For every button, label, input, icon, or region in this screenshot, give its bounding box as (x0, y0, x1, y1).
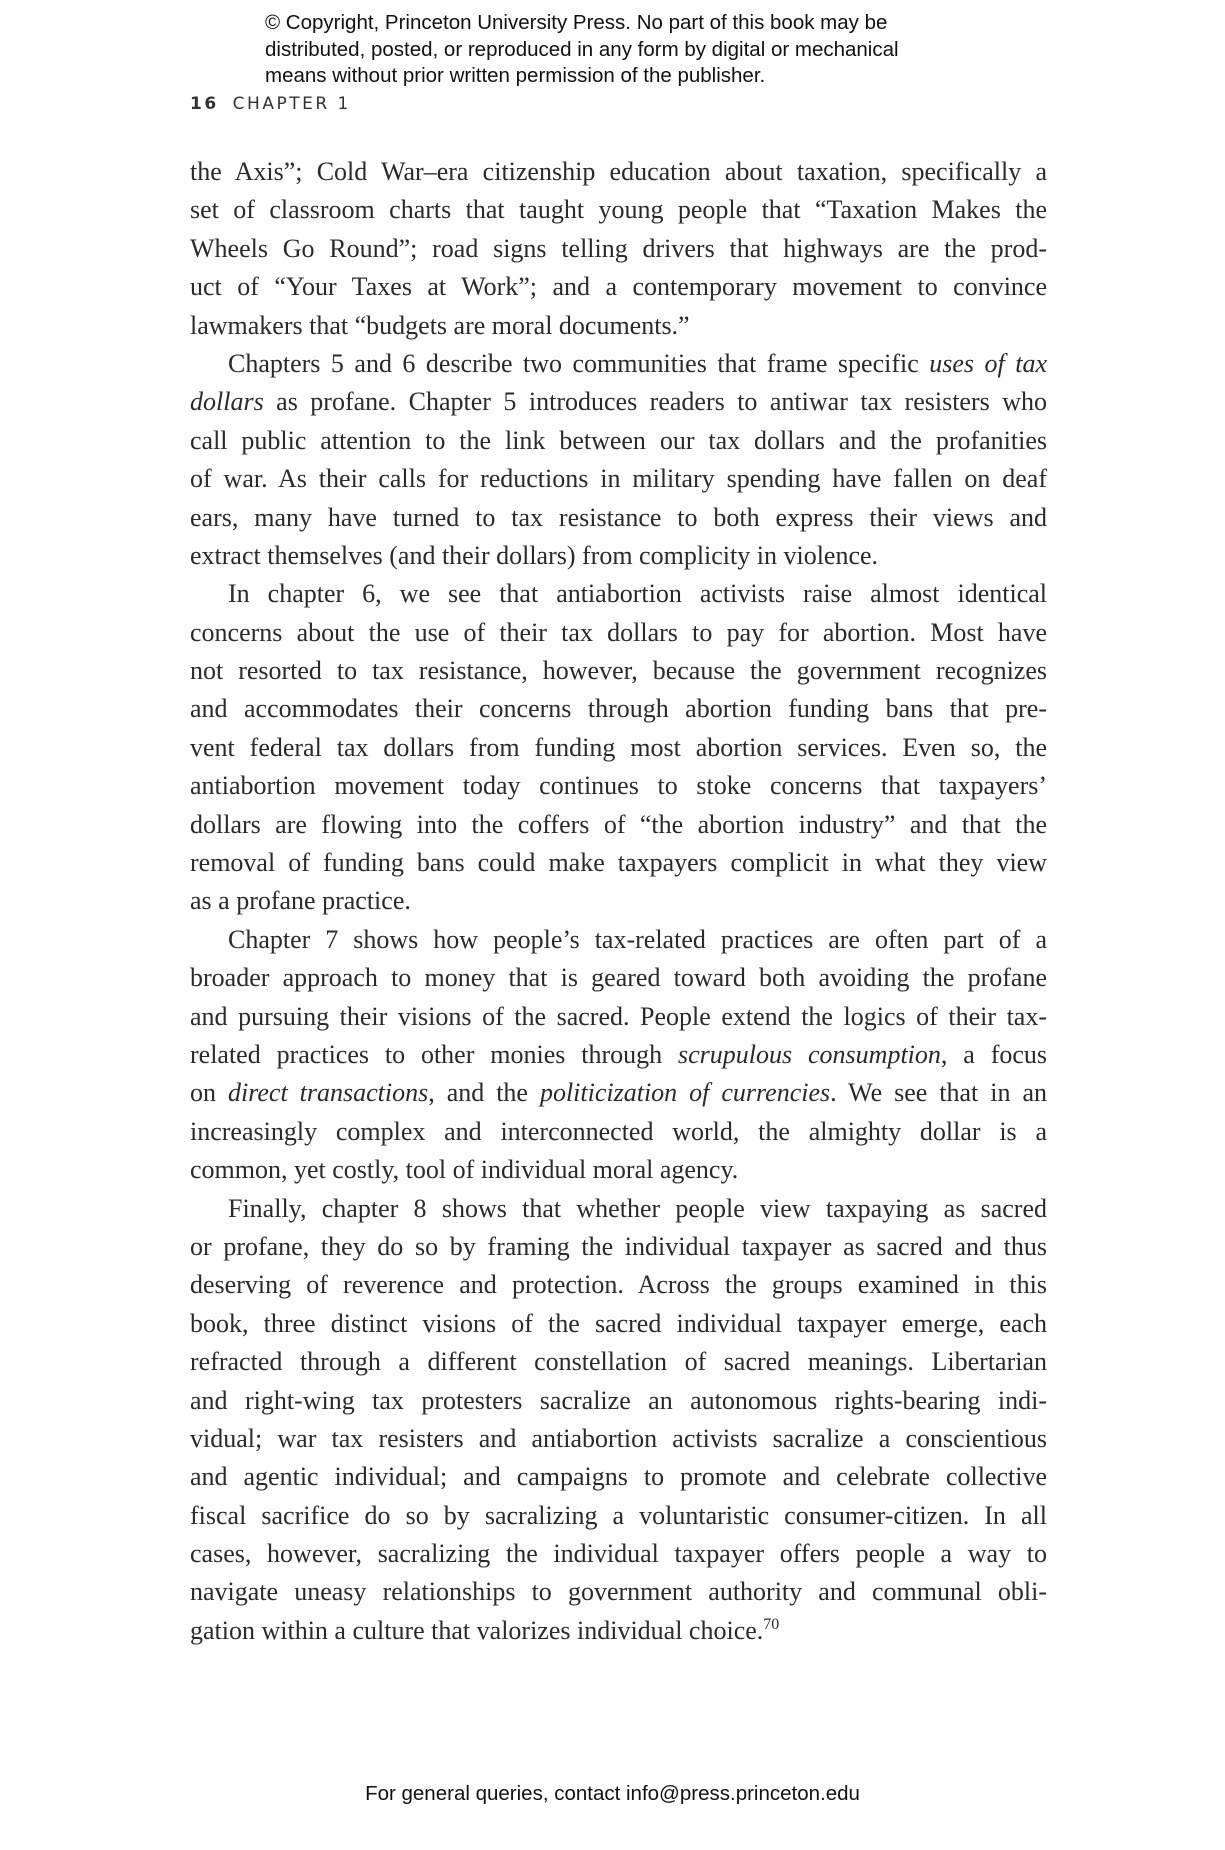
text-line (190, 1497, 1047, 1535)
text-segment: Finally, chapter 8 shows that whether people view taxpaying as sacred (228, 1193, 1047, 1223)
text-line (190, 268, 1047, 306)
text-line (190, 767, 1047, 805)
footnote-ref: 70 (763, 1615, 780, 1633)
text-line (190, 307, 1047, 345)
text-line (190, 1343, 1047, 1381)
text-segment: fiscal sacrifice do so by sacralizing a voluntaristic consumer-citizen. In all (190, 1500, 1047, 1530)
text-segment: ears, many have turned to tax resistance to both express their views and (190, 502, 1047, 532)
text-line (190, 1113, 1047, 1151)
text-line (190, 1036, 1047, 1074)
text-line (190, 1305, 1047, 1343)
text-line (190, 383, 1047, 421)
text-segment: common, yet costly, tool of individual moral agency. (190, 1155, 739, 1185)
text-line (190, 729, 1047, 767)
text-segment: and pursuing their visions of the sacred. People extend the logics of their tax- (190, 1001, 1047, 1031)
paragraph (190, 921, 1047, 1190)
text-line (190, 959, 1047, 997)
text-segment: antiabortion movement today continues to stoke concerns that taxpayers’ (190, 771, 1047, 801)
text-segment: or profane, they do so by framing the individual taxpayer as sacred and thus (190, 1231, 1047, 1261)
text-segment: of war. As their calls for reductions in military spending have fallen on deaf (190, 464, 1047, 494)
text-segment: as a profane practice. (190, 886, 411, 916)
text-segment: deserving of reverence and protection. Across the groups examined in this (190, 1270, 1047, 1300)
text-segment: Chapters 5 and 6 describe two communities that frame specific (228, 348, 930, 378)
text-line (190, 1228, 1047, 1266)
text-segment: In chapter 6, we see that antiabortion activists raise almost identical (228, 579, 1047, 609)
text-line (190, 690, 1047, 728)
text-segment: increasingly complex and interconnected world, the almighty dollar is a (190, 1116, 1047, 1146)
text-line (190, 1074, 1047, 1112)
text-segment: on (190, 1078, 228, 1108)
body-text (190, 153, 1047, 1650)
text-line (190, 191, 1047, 229)
text-segment: vent federal tax dollars from funding most abortion services. Even so, the (190, 732, 1047, 762)
text-segment: related practices to other monies through (190, 1039, 679, 1069)
text-segment: , and the (428, 1078, 540, 1108)
text-line (190, 1535, 1047, 1573)
paragraph (190, 1190, 1047, 1651)
copyright-line: © Copyright, Princeton University Press. No part of this book may be (265, 11, 888, 34)
text-segment: Chapter 7 shows how people’s tax-related practices are often part of a (228, 924, 1047, 954)
text-line (190, 230, 1047, 268)
text-segment: as profane. Chapter 5 introduces readers to antiwar tax resisters who (263, 387, 1047, 417)
text-segment: uct of “Your Taxes at Work”; and a contemporary movement to convince (190, 272, 1047, 302)
text-line (190, 1458, 1047, 1496)
text-line (190, 499, 1047, 537)
text-segment: . We see that in an (830, 1078, 1048, 1108)
text-segment: book, three distinct visions of the sacred individual taxpayer emerge, each (190, 1308, 1047, 1338)
text-segment: and right-wing tax protesters sacralize an autonomous rights-bearing indi- (190, 1385, 1047, 1415)
text-line (190, 575, 1047, 613)
italic-text: uses of tax (929, 348, 1047, 378)
text-segment: extract themselves (and their dollars) from complicity in violence. (190, 540, 879, 570)
text-line (190, 1420, 1047, 1458)
text-line (190, 1612, 1047, 1650)
copyright-notice (265, 10, 899, 90)
text-line (190, 882, 1047, 920)
footer-contact: For general queries, contact info@press.princeton.edu (365, 1782, 860, 1805)
running-head (190, 94, 351, 114)
text-line (190, 921, 1047, 959)
text-segment: dollars are flowing into the coffers of “the abortion industry” and that the (190, 809, 1047, 839)
text-line (190, 1151, 1047, 1189)
text-line (190, 153, 1047, 191)
text-segment: vidual; war tax resisters and antiabortion activists sacralize a conscientious (190, 1423, 1047, 1453)
text-segment: concerns about the use of their tax dollars to pay for abortion. Most have (190, 617, 1047, 647)
text-segment: gation within a culture that valorizes individual choice. (190, 1615, 764, 1645)
italic-text: politicization of currencies (539, 1078, 831, 1108)
text-segment: set of classroom charts that taught young people that “Taxation Makes the (190, 195, 1047, 225)
text-line (190, 422, 1047, 460)
text-line (190, 998, 1047, 1036)
paragraph (190, 345, 1047, 575)
text-segment: the Axis”; Cold War–era citizenship education about taxation, specifically a (190, 157, 1047, 186)
text-segment: Wheels Go Round”; road signs telling drivers that highways are the prod- (190, 233, 1047, 263)
text-segment: lawmakers that “budgets are moral documents.” (190, 310, 690, 340)
paragraph (190, 153, 1047, 345)
text-segment: cases, however, sacralizing the individual taxpayer offers people a way to (190, 1539, 1047, 1569)
text-line (190, 460, 1047, 498)
text-line (190, 1266, 1047, 1304)
text-segment: call public attention to the link between our tax dollars and the profanities (190, 425, 1047, 455)
paragraph (190, 575, 1047, 921)
text-segment: not resorted to tax resistance, however, because the government recognizes (190, 656, 1047, 686)
text-segment: broader approach to money that is geared toward both avoiding the profane (190, 963, 1047, 993)
text-segment: , a focus (940, 1039, 1048, 1069)
text-line (190, 614, 1047, 652)
text-line (190, 844, 1047, 882)
text-line (190, 1573, 1047, 1611)
text-segment: navigate uneasy relationships to government authority and communal obli- (190, 1577, 1047, 1607)
page-number: 16 (190, 94, 219, 114)
italic-text: dollars (190, 387, 264, 417)
copyright-line: means without prior written permission of the publisher. (265, 64, 766, 87)
text-line (190, 537, 1047, 575)
copyright-line: distributed, posted, or reproduced in any form by digital or mechanical (265, 37, 899, 61)
text-segment: and agentic individual; and campaigns to promote and celebrate collective (190, 1462, 1047, 1492)
text-line (190, 1190, 1047, 1228)
italic-text: direct transactions (227, 1078, 429, 1108)
chapter-label: CHAPTER 1 (232, 94, 351, 114)
text-segment: removal of funding bans could make taxpayers complicit in what they view (190, 848, 1047, 878)
text-line (190, 345, 1047, 383)
text-segment: and accommodates their concerns through abortion funding bans that pre- (190, 694, 1047, 724)
text-line (190, 652, 1047, 690)
text-line (190, 1382, 1047, 1420)
text-line (190, 806, 1047, 844)
text-segment: refracted through a different constellation of sacred meanings. Libertarian (190, 1347, 1047, 1377)
italic-text: scrupulous consumption (678, 1039, 941, 1069)
